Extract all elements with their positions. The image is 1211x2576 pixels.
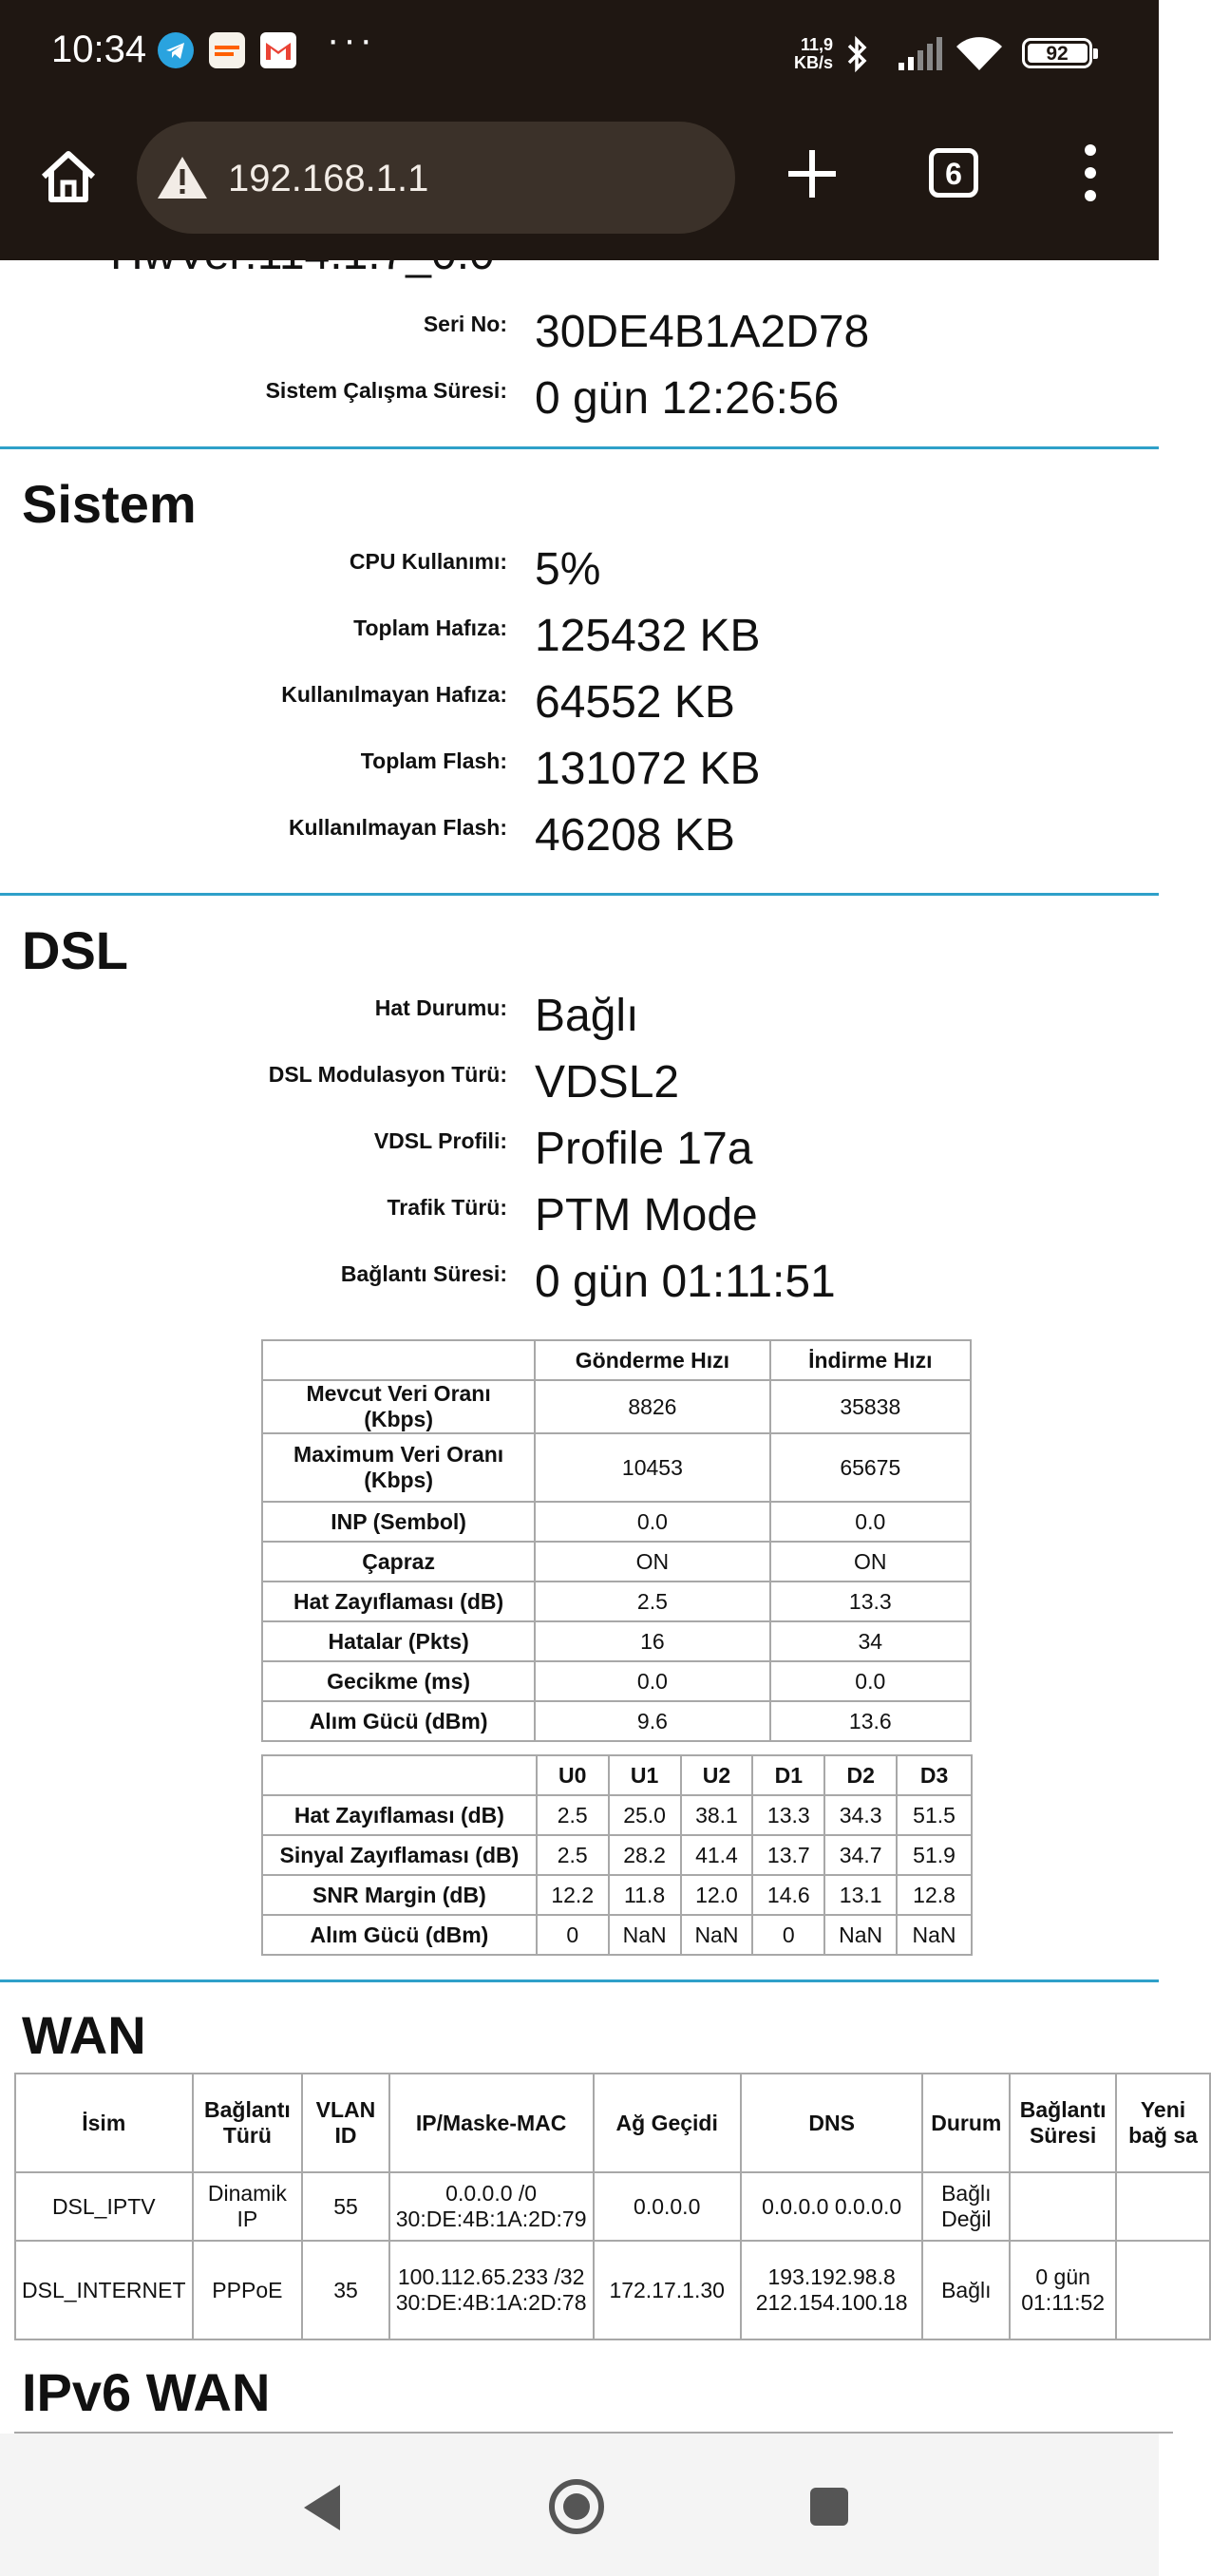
system-info-value: 46208 KB	[535, 810, 735, 861]
band-table-column-header: D3	[897, 1755, 972, 1795]
band-table-cell: NaN	[681, 1915, 753, 1955]
rate-table-row	[262, 1621, 971, 1661]
wan-row	[15, 2172, 1210, 2241]
dsl-info-row	[0, 1115, 1159, 1182]
browser-chrome	[0, 0, 1159, 260]
band-table-cell: 34.7	[824, 1835, 897, 1875]
rate-table-column-header: Gönderme Hızı	[535, 1340, 769, 1380]
system-info-label: Toplam Hafıza:	[353, 616, 507, 640]
system-info-label: Toplam Flash:	[360, 748, 507, 773]
telegram-icon	[158, 32, 194, 68]
band-table-cell: 0	[752, 1915, 824, 1955]
router-status-page	[0, 260, 1198, 2434]
section-title-wan: WAN	[22, 2005, 146, 2065]
dsl-info-label: VDSL Profili:	[373, 1128, 507, 1153]
band-table-cell: 2.5	[537, 1795, 609, 1835]
band-table-column-header: U2	[681, 1755, 753, 1795]
wan-column-header: Bağlantı Süresi	[1010, 2074, 1116, 2172]
band-table-cell: NaN	[824, 1915, 897, 1955]
device-info-value: 30DE4B1A2D78	[535, 307, 870, 357]
rate-table-cell: 34	[770, 1621, 971, 1661]
tab-switcher-button[interactable]: 6	[929, 148, 978, 198]
rate-table-cell: Alım Gücü (dBm)	[262, 1701, 535, 1741]
system-info-value: 5%	[535, 544, 601, 595]
section-divider	[0, 446, 1159, 449]
rate-table-column-header	[262, 1340, 535, 1380]
system-info-label: Kullanılmayan Hafıza:	[281, 682, 507, 707]
wan-column-header: Bağlantı Türü	[193, 2074, 303, 2172]
rate-table-cell: 10453	[535, 1433, 769, 1502]
band-table-cell: 0	[537, 1915, 609, 1955]
system-info-label: CPU Kullanımı:	[349, 549, 507, 574]
section-divider	[0, 1979, 1159, 1982]
network-speed: 11,9 KB/s	[794, 35, 834, 72]
wan-cell: 55	[302, 2172, 389, 2241]
dsl-info-label: Bağlantı Süresi:	[340, 1261, 507, 1286]
rate-table-row	[262, 1433, 971, 1502]
menu-dot-icon	[1085, 144, 1096, 156]
band-table-cell: 13.7	[752, 1835, 824, 1875]
rate-table-cell: 65675	[770, 1433, 971, 1502]
rate-table-cell: ON	[535, 1542, 769, 1582]
band-table-cell: 2.5	[537, 1835, 609, 1875]
device-info-label: Sistem Çalışma Süresi:	[265, 378, 507, 403]
dsl-info-row	[0, 982, 1159, 1049]
section-title-dsl: DSL	[22, 920, 128, 980]
wan-header-row	[15, 2074, 1210, 2172]
wan-cell: 0.0.0.0 /0 30:DE:4B:1A:2D:79	[389, 2172, 594, 2241]
wan-cell	[1010, 2172, 1116, 2241]
dsl-info-label: Hat Durumu:	[374, 995, 507, 1020]
recents-button[interactable]	[809, 2487, 849, 2527]
rate-table-row	[262, 1661, 971, 1701]
wan-row	[15, 2241, 1210, 2339]
status-time: 10:34	[51, 28, 147, 70]
wifi-icon	[954, 34, 1005, 79]
band-table-cell: Alım Gücü (dBm)	[262, 1915, 537, 1955]
band-table-cell: 51.5	[897, 1795, 972, 1835]
device-info-label: Seri No:	[423, 312, 507, 336]
address-bar[interactable]	[137, 122, 735, 234]
band-table-cell: 11.8	[609, 1875, 681, 1915]
status-bar	[0, 0, 1159, 106]
device-info-value: 0 gün 12:26:56	[535, 373, 840, 424]
band-table-cell: 12.0	[681, 1875, 753, 1915]
rate-table-cell: 0.0	[535, 1661, 769, 1701]
band-table-column-header: D1	[752, 1755, 824, 1795]
system-info-value: 64552 KB	[535, 677, 735, 728]
wan-column-header: Ağ Geçidi	[594, 2074, 741, 2172]
dsl-info-value: 0 gün 01:11:51	[535, 1257, 836, 1307]
wan-cell: Bağlı	[922, 2241, 1010, 2339]
wan-table	[14, 2073, 1211, 2340]
rate-table-cell: ON	[770, 1542, 971, 1582]
rate-table-cell: 8826	[535, 1380, 769, 1433]
wan-cell	[1116, 2172, 1210, 2241]
wan-column-header: İsim	[15, 2074, 193, 2172]
gmail-icon	[260, 32, 296, 68]
wan-cell: 35	[302, 2241, 389, 2339]
band-table-cell: 51.9	[897, 1835, 972, 1875]
device-info-row	[0, 365, 1159, 431]
system-info-row	[0, 802, 1159, 868]
browser-toolbar	[0, 106, 1159, 260]
wan-cell: Dinamik IP	[193, 2172, 303, 2241]
battery-level: 92	[1046, 43, 1069, 65]
more-notifications-icon: ···	[327, 19, 376, 61]
url-text[interactable]: 192.168.1.1	[228, 158, 429, 199]
rate-table-row	[262, 1380, 971, 1433]
band-table-row	[262, 1875, 972, 1915]
dsl-info-label: Trafik Türü:	[387, 1195, 507, 1220]
rate-table-header-row	[262, 1340, 971, 1380]
rate-table-row	[262, 1542, 971, 1582]
rate-table-cell: Çapraz	[262, 1542, 535, 1582]
dsl-rate-table	[261, 1339, 972, 1742]
band-table-cell: 28.2	[609, 1835, 681, 1875]
hepsiburada-icon	[209, 32, 245, 68]
band-table-column-header	[262, 1755, 537, 1795]
rate-table-cell: INP (Sembol)	[262, 1502, 535, 1542]
band-table-row	[262, 1915, 972, 1955]
band-table-column-header: D2	[824, 1755, 897, 1795]
dsl-info-label: DSL Modulasyon Türü:	[268, 1062, 507, 1087]
band-table-cell: 34.3	[824, 1795, 897, 1835]
rate-table-cell: 0.0	[535, 1502, 769, 1542]
system-info-value: 125432 KB	[535, 611, 761, 661]
band-table-cell: SNR Margin (dB)	[262, 1875, 537, 1915]
battery-icon	[1022, 38, 1092, 68]
wan-cell	[1116, 2241, 1210, 2339]
rate-table-cell: Maximum Veri Oranı (Kbps)	[262, 1433, 535, 1502]
system-info-value: 131072 KB	[535, 744, 761, 794]
new-tab-button[interactable]	[783, 144, 842, 203]
home-nav-button[interactable]	[547, 2477, 606, 2536]
section-divider	[0, 893, 1159, 896]
band-table-column-header: U0	[537, 1755, 609, 1795]
system-info-row	[0, 536, 1159, 602]
wan-cell: PPPoE	[193, 2241, 303, 2339]
rate-table-cell: 0.0	[770, 1502, 971, 1542]
dsl-info-value: PTM Mode	[535, 1190, 758, 1241]
dsl-info-value: VDSL2	[535, 1057, 680, 1108]
rate-table-cell: 13.3	[770, 1582, 971, 1621]
system-info-row	[0, 602, 1159, 669]
rate-table-cell: Hatalar (Pkts)	[262, 1621, 535, 1661]
not-secure-warning-icon[interactable]	[156, 154, 209, 206]
dsl-info-value: Profile 17a	[535, 1124, 753, 1174]
signal-icon	[897, 34, 944, 77]
band-table-cell: 25.0	[609, 1795, 681, 1835]
dsl-band-table	[261, 1754, 973, 1956]
dsl-info-value: Bağlı	[535, 991, 639, 1041]
band-table-cell: 14.6	[752, 1875, 824, 1915]
overflow-menu-button[interactable]	[1079, 144, 1102, 211]
rate-table-cell: Hat Zayıflaması (dB)	[262, 1582, 535, 1621]
wan-cell: 100.112.65.233 /32 30:DE:4B:1A:2D:78	[389, 2241, 594, 2339]
band-table-cell: 38.1	[681, 1795, 753, 1835]
rate-table-cell: Gecikme (ms)	[262, 1661, 535, 1701]
rate-table-row	[262, 1582, 971, 1621]
band-table-column-header: U1	[609, 1755, 681, 1795]
wan-cell: Bağlı Değil	[922, 2172, 1010, 2241]
wan-cell: DSL_IPTV	[15, 2172, 193, 2241]
wan-column-header: Durum	[922, 2074, 1010, 2172]
rate-table-column-header: İndirme Hızı	[770, 1340, 971, 1380]
wan-column-header: Yeni bağ sa	[1116, 2074, 1210, 2172]
rate-table-row	[262, 1502, 971, 1542]
band-table-row	[262, 1835, 972, 1875]
system-info-label: Kullanılmayan Flash:	[288, 815, 507, 840]
wan-cell: 0 gün 01:11:52	[1010, 2241, 1116, 2339]
dsl-info-row	[0, 1049, 1159, 1115]
section-title-ipv6-wan: IPv6 WAN	[22, 2362, 271, 2422]
wan-cell: 0.0.0.0 0.0.0.0	[741, 2172, 922, 2241]
wan-column-header: DNS	[741, 2074, 922, 2172]
rate-table-cell: 0.0	[770, 1661, 971, 1701]
back-button[interactable]	[302, 2483, 342, 2532]
band-table-cell: 12.8	[897, 1875, 972, 1915]
band-table-cell: 13.3	[752, 1795, 824, 1835]
system-info-row	[0, 735, 1159, 802]
band-table-header-row	[262, 1755, 972, 1795]
wan-cell: 172.17.1.30	[594, 2241, 741, 2339]
band-table-cell: NaN	[609, 1915, 681, 1955]
system-info-row	[0, 669, 1159, 735]
rate-table-cell: 16	[535, 1621, 769, 1661]
band-table-row	[262, 1795, 972, 1835]
bluetooth-icon	[843, 34, 872, 79]
rate-table-cell: 13.6	[770, 1701, 971, 1741]
system-navigation-bar	[0, 2434, 1159, 2576]
device-info-row	[0, 298, 1159, 365]
wan-cell: 193.192.98.8 212.154.100.18	[741, 2241, 922, 2339]
dsl-info-row	[0, 1182, 1159, 1248]
home-icon	[36, 144, 101, 209]
band-table-cell: NaN	[897, 1915, 972, 1955]
rate-table-cell: 9.6	[535, 1701, 769, 1741]
home-button[interactable]	[36, 144, 101, 209]
rate-table-row	[262, 1701, 971, 1741]
wan-cell: 0.0.0.0	[594, 2172, 741, 2241]
section-title-system: Sistem	[22, 474, 197, 534]
band-table-cell: 13.1	[824, 1875, 897, 1915]
wan-column-header: VLAN ID	[302, 2074, 389, 2172]
rate-table-cell: 2.5	[535, 1582, 769, 1621]
band-table-cell: 12.2	[537, 1875, 609, 1915]
plus-icon	[783, 144, 842, 203]
rate-table-cell: 35838	[770, 1380, 971, 1433]
band-table-cell: Sinyal Zayıflaması (dB)	[262, 1835, 537, 1875]
band-table-cell: Hat Zayıflaması (dB)	[262, 1795, 537, 1835]
wan-column-header: IP/Maske-MAC	[389, 2074, 594, 2172]
rate-table-cell: Mevcut Veri Oranı (Kbps)	[262, 1380, 535, 1433]
band-table-cell: 41.4	[681, 1835, 753, 1875]
dsl-info-row	[0, 1248, 1159, 1315]
wan-cell: DSL_INTERNET	[15, 2241, 193, 2339]
